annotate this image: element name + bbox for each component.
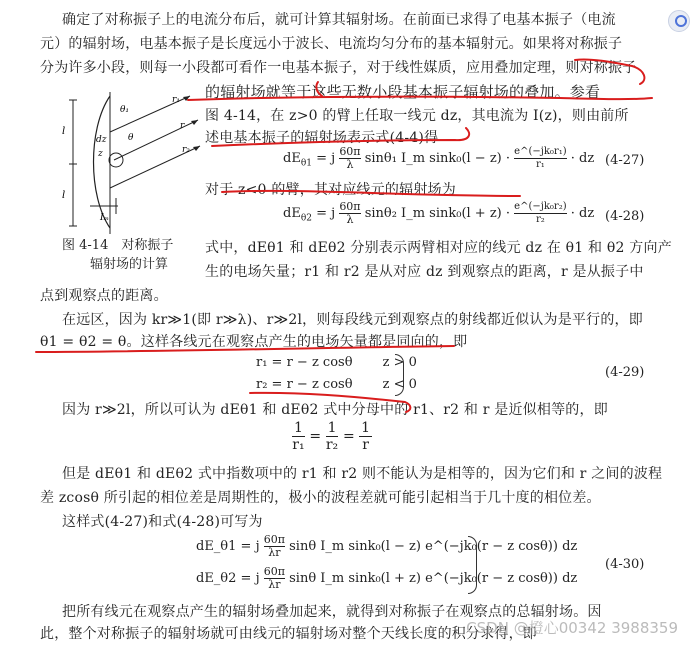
text-line: 对于 z<0 的臂，其对应线元的辐射场为	[205, 182, 456, 198]
equation-4-30-row1: dE_θ1 = j $\frac{60\pi}{\lambda r}$ sinθ I_m sink₀(l − z) e^(−jk₀(r − z cosθ)) dz	[196, 533, 578, 559]
text-line: 把所有线元在观察点产生的辐射场叠加起来，就得到对称振子在观察点的总辐射场。因	[62, 604, 602, 620]
equation-4-30-row2: dE_θ2 = j $\frac{60\pi}{\lambda r}$ sinθ I_m sink₀(l + z) e^(−jk₀(r − z cosθ)) dz	[196, 565, 578, 591]
feed-source	[109, 153, 123, 167]
text-line: 差 zcosθ 所引起的相位差是周期性的，极小的波程差就可能引起相当于几十度的相位差。	[40, 490, 601, 506]
svg-text:z: z	[98, 149, 103, 159]
text-line: 在远区，因为 kr≫1(即 r≫λ)、r≫2l，则每段线元到观察点的射线都近似认为是平行的，即	[62, 312, 643, 328]
equation-number: (4-30)	[605, 557, 645, 572]
equation-number: (4-29)	[605, 365, 645, 380]
text-line: 生的电场矢量；r1 和 r2 是从对应 dz 到观察点的距离，r 是从振子中	[205, 264, 644, 280]
text-line: 式中，dEθ1 和 dEθ2 分别表示两臂相对应的线元 dz 在 θ1 和 θ2 方向产	[205, 240, 672, 256]
equation-reciprocal: $\frac{1}{\text{r₁}}$ = $\frac{1}{\text{r₂}}$ = $\frac{1}{r}$	[292, 420, 371, 453]
svg-text:Iₘ: Iₘ	[100, 213, 110, 223]
current-distribution-curve	[94, 96, 111, 228]
floating-circle-icon[interactable]	[668, 10, 690, 32]
equation-4-29-row2: r₂ = r − z cosθ z < 0	[256, 377, 417, 392]
text-line: 图 4-14，在 z>0 的臂上任取一线元 dz，其电流为 I(z)，则由前所	[205, 108, 629, 124]
equation-brace	[468, 536, 477, 594]
text-line: 确定了对称振子上的电流分布后，就可计算其辐射场。在前面已求得了电基本振子（电流	[62, 12, 616, 28]
equation-4-28: $dE_{\theta 2} = j$ $\frac{60\pi}{\lambda}$ sinθ₂ I_m sink₀(l + z) · $\frac{\text{e\textasciicircum{}(−jk₀r₂)}}{\text{r₂}}$ · dz	[283, 200, 595, 226]
text-line: 但是 dEθ1 和 dEθ2 式中指数项中的 r1 和 r2 则不能认为是相等的，因为它们和 r 之间的波程	[62, 466, 663, 482]
equation-4-27: $dE_{\theta 1} = j$ $\frac{60\pi}{\lambda}$ sinθ₁ I_m sink₀(l − z) · $\frac{\text{e\textasciicircum{}(−jk₀r₁)}}{\text{r₁}}$ · dz	[283, 145, 595, 171]
equation-number: (4-28)	[605, 209, 645, 224]
svg-text:l: l	[62, 126, 66, 137]
svg-text:r₁: r₁	[172, 95, 180, 105]
text-line: 元）的辐射场，电基本振子是长度远小于波长、电流均匀分布的基本辐射元。如果将对称振子	[40, 36, 623, 52]
svg-text:r: r	[180, 121, 185, 131]
dipole-figure	[40, 88, 210, 238]
text-line: 述电基本振子的辐射场表示式(4-4)得	[205, 130, 439, 146]
figure-caption: 辐射场的计算	[90, 257, 169, 272]
text-line: 因为 r≫2l，所以可认为 dEθ1 和 dEθ2 式中分母中的 r1、r2 和 r 是近似相等的，即	[62, 402, 608, 418]
watermark: CSDN @橙心00342 3988359	[466, 619, 678, 637]
text-line: 分为许多小段，则每一小段都可看作一电基本振子，对于线性媒质，应用叠加定理，则对称振子	[40, 60, 637, 76]
text-line: 点到观察点的距离。	[40, 288, 168, 304]
svg-text:r₂: r₂	[182, 145, 190, 155]
text-line: 的辐射场就等于这些无数小段基本振子辐射场的叠加。参看	[205, 83, 601, 101]
text-line: 此，整个对称振子的辐射场就可由线元的辐射场对整个天线长度的积分求得，即	[40, 626, 537, 642]
svg-text:l: l	[62, 190, 66, 201]
figure-caption: 图 4-14 对称振子	[62, 238, 174, 253]
text-line: 这样式(4-27)和式(4-28)可写为	[62, 514, 263, 530]
text-line: θ1 = θ2 = θ。这样各线元在观察点产生的电场矢量都是同向的，即	[40, 334, 468, 350]
svg-text:θ: θ	[128, 133, 134, 143]
equation-4-29-row1: r₁ = r − z cosθ z > 0	[256, 355, 417, 370]
svg-text:dz: dz	[96, 135, 107, 145]
equation-number: (4-27)	[605, 153, 645, 168]
svg-text:θ₁: θ₁	[120, 105, 130, 115]
